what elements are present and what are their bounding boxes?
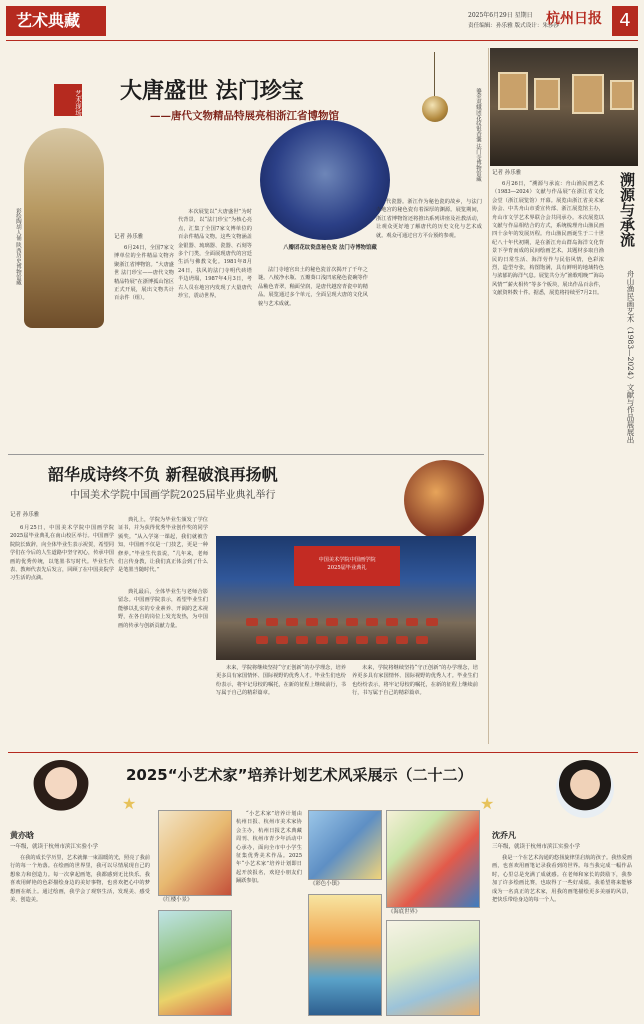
sachet-photo: [422, 96, 448, 122]
painting-frame: [498, 72, 528, 110]
artwork-6: [386, 920, 480, 1016]
student-school-left: 一年级，就读于杭州市滨江实验小学: [10, 844, 99, 850]
painting-frame: [534, 78, 560, 110]
star-icon: ★: [122, 794, 137, 813]
student-school-right: 三年级，就读于杭州市滨江实验小学: [492, 844, 581, 850]
newspaper-masthead: 杭州日报: [546, 11, 602, 27]
page-number: 4: [612, 6, 638, 36]
top-story: [8, 48, 486, 452]
subheadline: ——唐代文物精品特展亮相浙江省博物馆: [150, 110, 339, 122]
bowl-caption: 八瓣团花纹瓷盘秘色瓷 法门寺博物馆藏: [283, 245, 377, 251]
right-byline: 记者 孙乐雅: [492, 170, 522, 176]
gallery-photo: [490, 48, 638, 166]
ceremony-photo: [216, 536, 476, 660]
figurine-photo: [24, 128, 104, 328]
column-divider: [488, 48, 489, 744]
body-column-2: 本次展览以“大唐盛世”为时代背景，以“法门珍宝”为核心亮点，汇集了全国7家文博单位的百余件精品文物。这些文物涵盖金银器、琉璃器、瓷器、石刻等多个门类，全面展现唐代的宫廷生活与佛教文化。1981年8月24日，扶风的法门寺明代砖塔半边坍塌，1987年4月3日，考古人员在地宫内发现了大量唐代珍宝，震动世界。: [178, 209, 252, 300]
artwork-label: 《红楼小景》: [160, 897, 193, 903]
page-header: [0, 0, 644, 42]
student-portrait-right: [556, 760, 614, 818]
painting-frame: [572, 74, 604, 114]
mid-subheadline: 中国美术学院中国画学院2025届毕业典礼举行: [70, 490, 276, 501]
body-column-3: 法门寺地宫出土的秘色瓷首次揭开了千年之谜。八棱净水瓶、五瓣葵口浅凹底秘色瓷碗等作品釉色青翠，釉面莹润，是唐代越窑青瓷中的精品。展览通过多个单元，全面呈现大唐的文化风貌与艺术成就。: [258, 267, 368, 307]
bottom-story: [8, 754, 638, 1020]
sachet-caption: 鎏金双蛾团花纹银香囊 法门寺博物馆藏: [475, 88, 481, 182]
bottom-rule: [8, 752, 638, 753]
headline: 大唐盛世 法门珍宝: [120, 79, 304, 104]
mid-column-2: 典礼上，学院为毕业生颁发了学位证书，并为获得优秀毕业创作奖的同学颁奖。“从入学第一课起，我们就被告知，中国画不仅是一门技艺，更是一种修养。”毕业生代表说，“几年来，老师们言传身教，让我们真正体会到了什么是笔墨当随时代。”: [118, 517, 208, 574]
issue-date: 2025年6月29日 星期日: [468, 12, 533, 19]
artwork-2: [158, 910, 232, 1016]
section-tab: 艺术典藏: [6, 6, 106, 36]
mid-rule: [8, 454, 484, 455]
artwork-5: [386, 810, 480, 908]
artwork-4: [308, 894, 382, 1016]
mid-story: [8, 458, 486, 750]
column-tag: 艺术现场: [54, 84, 82, 116]
stage-screen-text: 中国美术学院中国画学院 2025届毕业典礼: [318, 557, 376, 571]
body-column-4: 代瓷器。浙江作为秘色瓷的故乡，与法门寺地宫的秘色瓷有着深厚的渊源。展览期间，浙江省博物馆还将推出系列讲座及社教活动，让观众更好地了解唐代的历史文化与艺术成就。观众可通过官方平台预约参观。: [376, 199, 482, 239]
student-name-right: 沈乔凡: [492, 830, 516, 840]
student-name-left: 黄亦晗: [10, 830, 34, 840]
byline: 记者 孙乐雅: [114, 234, 144, 240]
artwork-3: [308, 810, 382, 880]
mid-column-4: 未来，学院将继续坚持“守正创新”的办学理念，培养更多具有家国情怀、国际视野的优秀人才。毕业生们也纷纷表示，将牢记母校的嘱托，在新的征程上继续前行，书写属于自己的精彩篇章。: [216, 665, 346, 697]
bowl-photo: [260, 120, 390, 240]
stage-screen: [294, 546, 400, 586]
mid-byline: 记者 孙乐雅: [10, 512, 40, 518]
student-text-left: 在我的成长学历里，艺术就像一束温暖的光，照亮了我前行的每一个角落。在绘画的世界里，我可以尽情展现自己的想象力和创造力。每一次拿起画笔，我都感到无比快乐。我喜欢用鲜艳的色彩描绘身边的美好事物，也喜欢把心中的梦想画在纸上。通过绘画，我学会了观察生活，发现美、感受美、创造美。: [10, 855, 150, 904]
program-note: “小艺术家”培养计划由杭州日报、杭州市美术家协会主办，杭州日报艺术典藏周刊、杭州市青少年活动中心承办，面向全市中小学生征集优秀美术作品。2025年“小艺术家”培养计划即日起开放报名，欢迎小朋友们踊跃参加。: [236, 811, 302, 885]
mid-column-1: 6月25日，中国美术学院中国画学院2025届毕业典礼在南山校区举行。中国画学院院长致辞，向全体毕业生表示祝贺，希望同学们在今后的人生道路中坚守初心，传承中国画的优秀传统，以笔墨书写时代。毕业生代表、教师代表先后发言，回顾了在中国美院学习生活的点滴。: [10, 525, 114, 582]
student-portrait-left: [32, 760, 90, 818]
header-rule: [6, 40, 638, 41]
figurine-caption: 彩绘陶胡人俑 陕西历史博物馆藏: [15, 208, 21, 286]
star-icon: ★: [480, 794, 495, 813]
artwork-label: 《海底世界》: [388, 909, 421, 915]
painting-frame: [610, 80, 634, 110]
mid-column-5: 未来，学院将继续坚持“守正创新”的办学理念，培养更多具有家国情怀、国际视野的优秀人才。毕业生们也纷纷表示，将牢记母校的嘱托，在新的征程上继续前行，书写属于自己的精彩篇章。: [352, 665, 478, 697]
vertical-title: 溯源与承流: [618, 172, 636, 247]
mid-column-3: 典礼最后，全体毕业生与老师合影留念。中国画学院表示，希望毕业生们能够以扎实的专业素养、开阔的艺术视野，在各自的岗位上发光发热，为中国画的传承与创新贡献力量。: [118, 589, 208, 629]
editor-credit: 责任编辑：孙乐雅 版式设计：朱莎莎: [468, 23, 560, 29]
artwork-label: 《彩色小镇》: [310, 881, 343, 887]
body-column-1: 6月24日，全国7家文博单位的全件精品文物齐聚浙江省博物馆。“大唐盛世 法门珍宝——唐代文物精品特展”在浙博孤山馆区正式开展，展出文物共计百余件（组）。: [114, 245, 174, 302]
bottom-headline: 2025“小艺术家”培养计划艺术风采展示（二十二）: [126, 766, 473, 784]
graduates-photo: [404, 460, 484, 540]
sachet-chain: [434, 52, 435, 98]
right-body: 6月26日，“溯源与承流：舟山渔民画艺术（1983—2024）文献与作品展”在浙江省文化会堂（浙江展览馆）开幕。展览由浙江省美术家协会、中共舟山市委宣传部、浙江展览馆主办，舟山市文学艺术界联合会共同承办。本次展览以文献与作品相结合的方式，系统梳理舟山渔民画四十余年的发展历程。舟山渔民画诞生于二十世纪八十年代初期，是在浙江舟山群岛海洋文化背景下孕育而成的民间绘画艺术。其题材多取自渔民的日常生活、海洋劳作与民俗风情，色彩浓烈，造型夸张，构图饱满，具有鲜明的地域特色与浓郁的海洋气息。展览共分为“渔歌唱晚”“海岛风情”“薪火相传”等多个板块，展出作品百余件，文献资料数十件。据悉，展览将持续至7月2日。: [492, 181, 604, 297]
artwork-1: [158, 810, 232, 896]
vertical-subtitle: 舟山渔民画艺术（1983—2024）文献与作品展展出: [626, 270, 635, 444]
mid-headline: 韶华成诗终不负 新程破浪再扬帆: [48, 465, 278, 484]
student-text-right: 我是一个在艺术沟通的悠扬旋律里启航的孩子。我热爱画画，也喜欢用画笔记录我看到的世界。每当我完成一幅作品时，心里总是充满了成就感。在老师和家长的鼓励下，我参加了许多绘画比赛，也取得了一些好成绩。我希望将来能够成为一名真正的艺术家，用我的画笔描绘更多美丽的风景，把快乐带给身边的每一个人。: [492, 855, 632, 904]
